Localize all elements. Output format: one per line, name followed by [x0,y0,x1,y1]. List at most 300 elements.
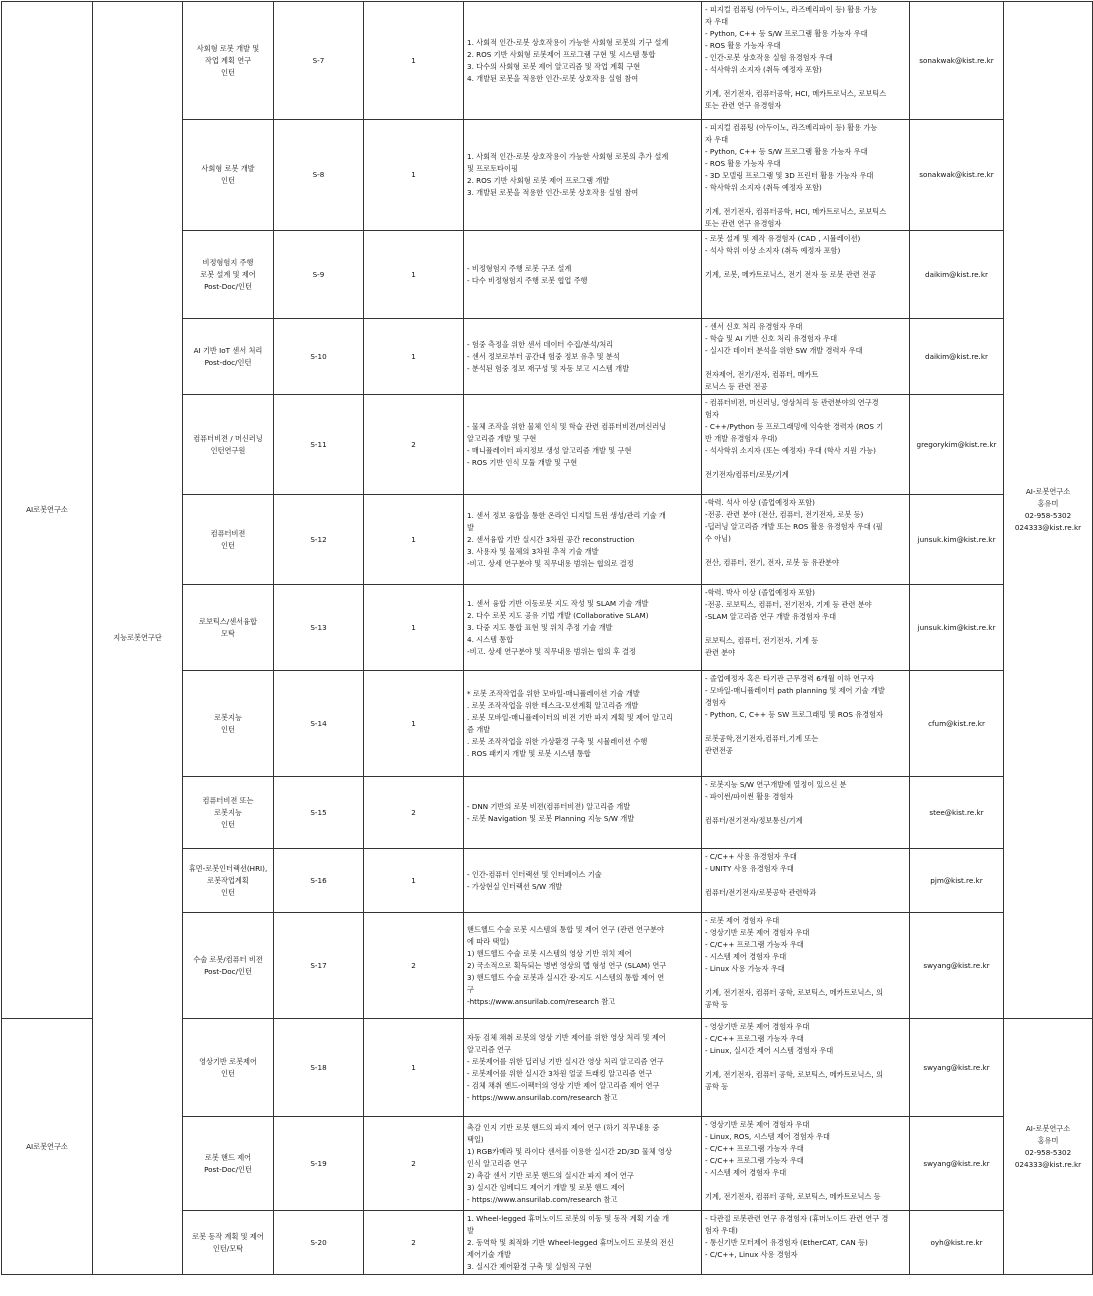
text-line: 촉감 인지 기반 로봇 핸드의 파지 제어 연구 (하기 직무내용 중 [467,1122,660,1132]
text-line: -학력. 석사 이상 (졸업예정자 포함) [705,498,815,507]
supervisor-email: gregorykim@kist.re.kr [916,439,997,449]
position-code: S-7 [312,55,325,65]
position-title-cell [183,1117,274,1211]
text-line: 사회형 로봇 개발 [201,164,255,173]
position-code: S-12 [310,534,327,544]
qualifications-cell [702,849,910,913]
position-code: S-17 [310,960,327,970]
text-line: -전공. 관련 분야 (전산, 컴퓨터, 전기전자, 로봇 등) [705,510,864,519]
position-code-cell [274,1019,364,1117]
duties-cell [464,849,702,913]
position-code: S-9 [312,269,325,279]
supervisor-email-cell [910,585,1004,671]
text-line: 작업 계획 연구 [204,55,252,65]
text-line: 로봇 설계 및 제어 [200,269,256,279]
text-line: - 학습 및 AI 기반 신호 처리 유경험자 우대 [705,334,838,343]
position-title-cell [183,671,274,777]
supervisor-email: pjm@kist.re.kr [930,875,983,885]
supervisor-email: cfum@kist.re.kr [928,718,985,728]
text-line: - 3D 모델링 프로그램 및 3D 프린터 활용 가능자 우대 [705,171,874,180]
qualifications-cell [702,1019,910,1117]
recruitment-table [1,1,1093,1275]
text-line: 인턴 [221,819,235,829]
supervisor-email-cell [910,849,1004,913]
position-title-cell [183,319,274,395]
position-code-cell [274,913,364,1019]
headcount: 2 [411,1158,416,1168]
supervisor-email-cell [910,395,1004,495]
contact-phone: 02-958-5302 [1024,511,1072,520]
contact-person: 홍유미 [1037,1135,1059,1145]
text-line: 3. 사용자 및 물체의 3차원 추적 기술 개발 [467,546,599,556]
text-line: - 모바일-매니퓰레이터 path planning 및 제어 기술 개발 [705,686,885,695]
qualifications-cell [702,1211,910,1275]
text-line: 인턴 [221,67,235,77]
text-line: 영상기반 로봇제어 [199,1056,257,1066]
text-line: 컴퓨터비젼 / 머신러닝 [193,433,263,443]
text-line: 모탁 [221,628,235,638]
department-name: AI로봇연구소 [26,505,68,514]
headcount: 2 [411,960,416,970]
contact-unit: AI-로봇연구소 [1025,487,1071,496]
text-line: - C/C++ 프로그램 가능자 우대 [705,940,804,949]
text-line: - 로봇제어를 위한 실시간 3차원 얼굴 트래킹 알고리즘 연구 [467,1068,653,1078]
text-line: - 컴퓨터비젼, 머신러닝, 영상처리 등 관련분야의 연구경 [705,398,879,407]
text-line: 수술 로봇/컴퓨터 비젼 [193,954,263,964]
text-line: 컴퓨터비젼 또는 [202,795,254,805]
text-line: - Linux, 실시간 제어 시스템 경험자 우대 [705,1046,834,1055]
headcount: 1 [411,718,416,728]
text-line: . 로봇 조작작업을 위한 가상환경 구축 및 시뮬레이션 수행 [467,736,648,746]
position-code: S-19 [310,1158,327,1168]
text-line: - 험중 측정을 위한 센서 데이터 수집/분석/처리 [467,339,614,349]
text-line: 및 프로토타이핑 [467,164,518,173]
text-line: 즘 개발 [467,724,491,734]
text-line: 2. 동역학 및 최적화 기반 Wheel-legged 휴머노이드 로봇의 전신 [467,1237,674,1247]
text-line: 발 [467,1225,474,1235]
position-code: S-15 [310,807,327,817]
supervisor-email-cell [910,671,1004,777]
supervisor-email-cell [910,120,1004,231]
headcount-cell [364,1117,464,1211]
supervisor-email-cell [910,913,1004,1019]
position-title-cell [183,777,274,849]
text-line: 인턴 [221,887,235,897]
text-line: - 로봇 설계 및 제작 유경험자 (CAD , 시뮬레이션) [705,234,861,243]
duties-cell [464,495,702,585]
text-line: -SLAM 알고리즘 연구 개발 유경험자 우대 [705,612,837,621]
text-line: 핸드헬드 수술 로봇 시스템의 통합 및 제어 연구 (관련 연구분야 [467,924,664,934]
position-code-cell [274,395,364,495]
text-line: 3. 다수의 사회형 로봇 제어 알고리즘 및 작업 계획 구현 [467,61,641,71]
text-line: - 매니퓰레이터 파지정보 생성 알고리즘 개발 및 구현 [467,445,632,455]
duties-cell [464,1211,702,1275]
text-line: 험자 [705,410,719,419]
qualifications-cell [702,495,910,585]
text-line: 컴퓨터비젼 [210,528,246,538]
supervisor-email: swyang@kist.re.kr [923,960,990,970]
text-line: 컴퓨터/전기전자/로봇공학 관련학과 [705,888,817,897]
text-line: - 로봇지능 S/W 연구개발에 열정이 있으신 분 [705,780,847,789]
duties-cell [464,2,702,120]
text-line: - 센서 정보로부터 공간내 험중 정보 유추 및 분석 [467,351,620,361]
text-line: 3. 실시간 제어환경 구축 및 실험적 구현 [467,1261,592,1271]
position-title-cell [183,585,274,671]
supervisor-email-cell [910,495,1004,585]
text-line: - C/C++ 프로그램 가능자 우대 [705,1144,804,1153]
duties-cell [464,585,702,671]
text-line: - DNN 기반의 로봇 비젼(컴퓨터비젼) 알고리즘 개발 [467,801,631,811]
text-line: 컴퓨터/전기전자/정보통신/기계 [705,816,803,825]
department-cell [2,1019,93,1275]
text-line: - 석사학위 소지자 (취득 예정자 포함) [705,65,822,74]
text-line: - Python, C++ 등 S/W 프로그램 활용 가능자 우대 [705,29,868,38]
text-line: - C/C++, Linux 사용 경험자 [705,1250,798,1259]
position-code-cell [274,495,364,585]
text-line: - 피지컬 컴퓨팅 (아두이노, 라즈베리파이 등) 활용 가능 [705,123,878,132]
supervisor-email: stee@kist.re.kr [929,807,984,817]
position-code-cell [274,1117,364,1211]
text-line: 경험자 [705,698,726,707]
text-line: - 실시간 데이터 분석을 위한 SW 개발 경력자 우대 [705,346,863,355]
text-line: 수 아님) [705,534,731,543]
headcount: 2 [411,807,416,817]
text-line: 전자제어, 전기/전자, 컴퓨터, 메카트 [705,370,819,379]
text-line: 1) RGB카메라 및 라이다 센서를 이용한 실시간 2D/3D 물체 영상 [467,1146,672,1156]
text-line: - ROS 활용 가능자 우대 [705,41,781,50]
text-line: - 학사학위 소지자 (취득 예정자 포함) [705,183,822,192]
contact-cell [1004,2,1093,1019]
text-line: AI 기반 IoT 센서 처리 [193,345,263,355]
text-line: 로봇 핸드 제어 [204,1152,252,1162]
text-line: 1. 사회적 인간-로봇 상호작용이 가능한 사회형 로봇의 추가 설계 [467,152,669,161]
position-title-cell [183,395,274,495]
headcount-cell [364,777,464,849]
text-line: 휴먼-로봇인터랙션(HRI), [188,863,268,873]
supervisor-email: sonakwak@kist.re.kr [919,170,994,179]
position-code-cell [274,231,364,319]
text-line: . ROS 패키지 개발 및 로봇 시스템 통합 [467,748,591,758]
position-title-cell [183,1211,274,1275]
text-line: 1. 사회적 인간-로봇 상호작용이 가능한 사회형 로봇의 기구 설계 [467,37,669,47]
position-code: S-16 [310,875,327,885]
headcount-cell [364,913,464,1019]
headcount: 2 [411,1237,416,1247]
supervisor-email-cell [910,319,1004,395]
text-line: 3. 개발된 로봇을 적용한 인간-로봇 상호작용 실험 참여 [467,188,639,197]
text-line: 2) 촉감 센서 기반 로봇 핸드의 실시간 파지 제어 연구 [467,1170,634,1180]
text-line: - Linux, ROS, 시스템 제어 경험자 우대 [705,1132,830,1141]
text-line: - https://www.ansurilab.com/research 참고 [467,1194,618,1204]
position-code: S-13 [310,622,327,632]
contact-cell [1004,1019,1093,1275]
contact-person: 홍유미 [1037,499,1059,508]
text-line: 알고리즘 연구 [467,1044,511,1054]
text-line: 자 우대 [705,17,729,26]
position-code-cell [274,585,364,671]
headcount: 1 [411,1062,416,1072]
supervisor-email: oyh@kist.re.kr [930,1237,983,1247]
headcount-cell [364,849,464,913]
text-line: - 가상현실 인터랙션 S/W 개발 [467,881,563,891]
text-line: 1. 센서 정보 융합을 통한 온라인 디지털 트윈 생성/관리 기술 개 [467,510,666,520]
text-line: 인식 알고리즘 연구 [467,1158,528,1168]
supervisor-email: junsuk.kim@kist.re.kr [917,622,996,632]
position-title-cell [183,849,274,913]
text-line: 제어기술 개발 [467,1249,511,1259]
text-line: - 영상기반 로봇 제어 경험자 우대 [705,1022,810,1031]
text-line: 로봇작업계획 [207,875,249,885]
position-title-cell [183,2,274,120]
text-line: 자동 검체 채취 로봇의 영상 기반 제어를 위한 영상 처리 및 제어 [467,1032,666,1042]
text-line: 기계, 전기전자, 컴퓨터공학, HCI, 메카트로닉스, 로보틱스 [705,89,887,98]
text-line: 3) 실시간 임베디드 제어기 개발 및 로봇 핸드 제어 [467,1182,625,1192]
text-line: - https://www.ansurilab.com/research 참고 [467,1092,618,1102]
text-line: - 다관절 로봇관련 연구 유경험자 (휴머노이드 관련 연구 경 [705,1214,889,1223]
text-line: 전산, 컴퓨터, 전기, 전자, 로봇 등 유관분야 [705,558,839,567]
text-line: 1) 핸드헬드 수술 로봇 시스템의 영상 기반 위치 제어 [467,948,632,958]
text-line: 기계, 전기전자, 컴퓨터 공학, 로보틱스, 메카트로닉스, 의 [705,988,883,997]
text-line: - 통신기반 모터제어 유경험자 (EtherCAT, CAN 등) [705,1238,868,1247]
position-code: S-11 [310,439,327,449]
text-line: - C/C++ 사용 유경험자 우대 [705,852,797,861]
text-line: 자 우대 [705,135,729,144]
text-line: - 로봇 제어 경험자 우대 [705,916,780,925]
text-line: 기계, 전기전자, 컴퓨터공학, HCI, 메카트로닉스, 로보틱스 [705,207,887,216]
position-code: S-14 [310,718,327,728]
center-cell [93,2,183,1275]
text-line: -학력. 박사 이상 (졸업예정자 포함) [705,588,815,597]
position-code-cell [274,777,364,849]
headcount-cell [364,319,464,395]
text-line: Post-Doc/인턴 [204,281,252,291]
text-line: 비정형험지 주행 [202,257,254,267]
supervisor-email-cell [910,231,1004,319]
text-line: 4. 개발된 로봇을 적용한 인간-로봇 상호작용 실험 참여 [467,73,639,83]
text-line: - 로봇 Navigation 및 로봇 Planning 지능 S/W 개발 [467,813,635,823]
qualifications-cell [702,671,910,777]
text-line: 사회형 로봇 개발 및 [196,43,260,53]
position-title-cell [183,120,274,231]
text-line: 전기전자/컴퓨터/로봇/기계 [705,470,789,479]
text-line: 로봇공학,전기전자,컴퓨터,기계 또는 [705,734,819,743]
qualifications-cell [702,395,910,495]
text-line: Post-Doc/인턴 [204,1164,252,1174]
headcount-cell [364,585,464,671]
headcount: 2 [411,439,416,449]
text-line: 관련 분야 [705,648,736,657]
text-line: - 파이썬/파이썬 활용 경험자 [705,792,794,801]
text-line: - 시스템 제어 경험자 우대 [705,1168,787,1177]
duties-cell [464,777,702,849]
position-code: S-20 [310,1237,327,1247]
headcount: 1 [411,875,416,885]
text-line: 2. 센서융합 기반 실시간 3차원 공간 reconstruction [467,534,635,544]
department-name: AI로봇연구소 [26,1141,68,1151]
text-line: - 석사 학위 이상 소지자 (취득 예정자 포함) [705,246,841,255]
text-line: Post-Doc/인턴 [204,966,252,976]
headcount-cell [364,2,464,120]
supervisor-email: junsuk.kim@kist.re.kr [917,534,996,544]
text-line: - 로봇제어를 위한 딥러닝 기반 실시간 영상 처리 알고리즘 연구 [467,1056,664,1066]
text-line: 기계, 전기전자, 컴퓨터 공학, 로보틱스, 메카트로닉스 등 [705,1192,881,1201]
headcount: 1 [411,351,416,361]
text-line: 발 [467,522,474,532]
text-line: - 인간-컴퓨터 인터랙션 및 인터페이스 기술 [467,869,602,879]
headcount-cell [364,120,464,231]
supervisor-email-cell [910,1211,1004,1275]
text-line: 2. 다수 로봇 지도 공유 기법 개발 (Collaborative SLAM) [467,610,649,620]
text-line: 기계, 로봇, 메카트로닉스, 전기 전자 등 로봇 관련 전공 [705,270,876,279]
duties-cell [464,231,702,319]
text-line: - 비정형험지 주행 로봇 구조 설계 [467,263,572,273]
text-line: 공학 등 [705,1082,729,1091]
text-line: 택일) [467,1134,484,1144]
position-code-cell [274,2,364,120]
text-line: - ROS 활용 가능자 우대 [705,159,781,168]
center-name: 지능로봇연구단 [113,633,162,642]
text-line: 알고리즘 개발 및 구현 [467,433,537,443]
qualifications-cell [702,2,910,120]
position-code: S-8 [312,170,325,179]
text-line: - 다수 비정형험지 주행 로봇 협업 주행 [467,275,588,285]
qualifications-cell [702,777,910,849]
table-row [2,2,1093,120]
text-line: - 졸업예정자 혹은 타기관 근무경력 6개월 이하 연구자 [705,674,874,683]
text-line: 구 [467,984,474,994]
duties-cell [464,1117,702,1211]
text-line: 인턴 [221,724,235,734]
position-code: S-18 [310,1062,327,1072]
text-line: * 로봇 조작작업을 위한 모바일-매니퓰레이션 기술 개발 [467,688,640,698]
headcount: 1 [411,534,416,544]
qualifications-cell [702,231,910,319]
text-line: . 로봇 조작작업을 위한 테스크-모션계획 알고리즘 개발 [467,700,639,710]
position-code: S-10 [310,351,327,361]
duties-cell [464,395,702,495]
text-line: 3) 핸드헬드 수술 로봇과 실시간 광-지도 시스템의 통합 제어 연 [467,972,665,982]
duties-cell [464,671,702,777]
text-line: - C/C++ 프로그램 가능자 우대 [705,1156,804,1165]
contact-email: 024333@kist.re.kr [1014,523,1082,532]
text-line: 1. Wheel-legged 휴머노이드 로봇의 이동 및 동작 계획 기술 개 [467,1213,670,1223]
position-title-cell [183,913,274,1019]
text-line: 2) 국소적으로 획득되는 병변 영상의 맵 형성 연구 (SLAM) 연구 [467,960,667,970]
text-line: 인턴/모탁 [212,1243,244,1253]
contact-email: 024333@kist.re.kr [1014,1159,1082,1169]
text-line: - Linux 사용 가능자 우대 [705,964,785,973]
position-code-cell [274,120,364,231]
text-line: - 피지컬 컴퓨팅 (아두이노, 라즈베리파이 등) 활용 가능 [705,5,878,14]
text-line: 반 개발 유경험자 우대) [705,434,778,443]
position-title-cell [183,1019,274,1117]
text-line: Post-doc/인턴 [204,357,252,367]
position-code-cell [274,1211,364,1275]
text-line: 또는 관련 연구 유경험자 [705,219,782,228]
text-line: 인턴 [221,176,235,185]
text-line: -https://www.ansurilab.com/research 참고 [467,996,616,1006]
text-line: 로봇 동작 계획 및 제어 [192,1231,264,1241]
text-line: 1. 센서 융합 기반 이동로봇 지도 작성 및 SLAM 기술 개발 [467,598,649,608]
headcount-cell [364,231,464,319]
text-line: - 인간-로봇 상호작용 실험 유경험자 우대 [705,53,833,62]
text-line: - 검체 채취 엔드-이펙터의 영상 기반 제어 알고리즘 제어 연구 [467,1080,660,1090]
text-line: -전공. 로보틱스, 컴퓨터, 전기전자, 기계 등 관련 분야 [705,600,872,609]
contact-unit: AI-로봇연구소 [1025,1123,1071,1133]
headcount-cell [364,495,464,585]
headcount-cell [364,671,464,777]
text-line: 인턴연구원 [210,445,246,455]
text-line: - 영상기반 로봇 제어 경험자 우대 [705,1120,810,1129]
text-line: - C/C++ 프로그램 가능자 우대 [705,1034,804,1043]
headcount: 1 [411,622,416,632]
position-title-cell [183,231,274,319]
supervisor-email: daikim@kist.re.kr [925,351,988,361]
contact-phone: 02-958-5302 [1024,1147,1072,1157]
duties-cell [464,1019,702,1117]
text-line: - ROS 기반 인식 모듈 개발 및 구현 [467,457,578,467]
qualifications-cell [702,120,910,231]
text-line: 로보틱스, 컴퓨터, 전기전자, 기계 등 [705,636,819,645]
qualifications-cell [702,1117,910,1211]
supervisor-email-cell [910,1117,1004,1211]
text-line: -딥러닝 알고리즘 개발 또는 ROS 활용 유경험자 우대 (필 [705,522,883,531]
text-line: 로봇지능 [214,712,242,722]
text-line: - 분석된 험중 정보 재구성 및 자동 보고 시스템 개발 [467,363,630,373]
text-line: 2. ROS 기반 사회형 로봇 제어 프로그램 개발 [467,176,610,185]
text-line: . 로봇 모바일-매니퓰레이터의 비전 기반 파지 계획 및 제어 알고리 [467,712,673,722]
supervisor-email: swyang@kist.re.kr [923,1158,990,1168]
text-line: 인턴 [221,1068,235,1078]
text-line: - 영상기반 로봇 제어 경험자 우대 [705,928,810,937]
text-line: - 시스템 제어 경험자 우대 [705,952,787,961]
text-line: 험자 우대) [705,1226,738,1235]
qualifications-cell [702,319,910,395]
text-line: 로봇지능 [214,807,242,817]
headcount: 1 [411,269,416,279]
text-line: - Python, C, C++ 등 SW 프로그래밍 및 ROS 유경험자 [705,710,883,719]
text-line: - 센서 신호 처리 유경험자 우대 [705,322,803,331]
text-line: - 석사학위 소지자 (또는 예정자) 우대 (학사 지원 가능) [705,446,876,455]
qualifications-cell [702,585,910,671]
duties-cell [464,120,702,231]
text-line: 3. 다중 지도 통합 표현 및 위치 추정 기술 개발 [467,622,613,632]
qualifications-cell [702,913,910,1019]
text-line: 2. ROS 기반 사회형 로봇제어 프로그램 구현 및 시스템 통합 [467,49,656,59]
supervisor-email-cell [910,777,1004,849]
text-line: 에 따라 택일) [467,936,510,946]
supervisor-email: sonakwak@kist.re.kr [919,55,994,65]
text-line: -비고. 상세 연구분야 및 직무내용 범위는 협의로 결정 [467,558,634,568]
text-line: - Python, C++ 등 S/W 프로그램 활용 가능자 우대 [705,147,868,156]
headcount-cell [364,1211,464,1275]
text-line: 로보틱스/센서융합 [199,616,257,626]
text-line: - UNITY 사용 유경험자 우대 [705,864,794,873]
headcount: 1 [411,55,416,65]
text-line: - 물체 조작을 위한 물체 인식 및 학습 관련 컴퓨터비젼/머신러닝 [467,421,667,431]
headcount: 1 [411,170,416,179]
headcount-cell [364,395,464,495]
supervisor-email: daikim@kist.re.kr [925,269,988,279]
supervisor-email-cell [910,2,1004,120]
text-line: -비고. 상세 연구분야 및 직무내용 범위는 협의 후 결정 [467,646,636,656]
supervisor-email: swyang@kist.re.kr [923,1062,990,1072]
text-line: 4. 시스템 통합 [467,634,514,644]
position-title-cell [183,495,274,585]
duties-cell [464,319,702,395]
supervisor-email-cell [910,1019,1004,1117]
position-code-cell [274,671,364,777]
